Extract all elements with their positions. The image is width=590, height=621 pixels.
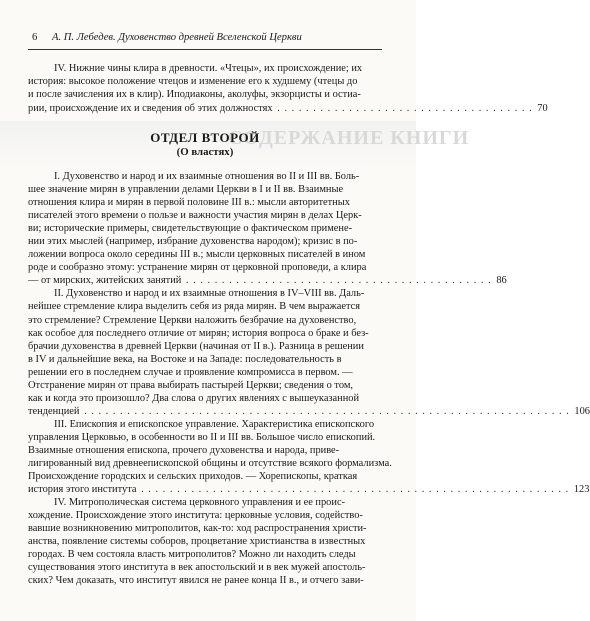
toc-line: отношения клира и мирян в первой половине III в.: мысли авторитетных — [28, 197, 350, 209]
toc-line: решении его в последнем случае и проявление компромисса в первом. — — [28, 366, 353, 378]
toc-line: это стремление? Стремление Церкви наложить безбрачие на духовенство, — [28, 314, 357, 326]
dot-leader: . . . . . . . . . . . . . . . . . . . . . . . . . . . . . . . . . . . . — [277, 102, 533, 114]
page-number: 6 — [32, 32, 38, 43]
toc-line: I. Духовенство и народ и их взаимные отношения во II и III вв. Боль- — [54, 171, 360, 182]
running-header — [30, 30, 382, 50]
toc-line: брачии духовенства в древней Церкви (начиная от II в.). Разница в решении — [28, 340, 364, 352]
toc-line: IV. Нижние чины клира в древности. «Чтецы», их происхождение; их — [54, 63, 363, 74]
toc-line: шее значение мирян в управлении делами Церкви в I и II вв. Взаимные — [28, 184, 344, 196]
watermark-text: СОДЕРЖАНИЕ КНИГИ — [228, 127, 470, 149]
toc-line: нии этих мыслей (например, избрание духовенства народом); кризис в по- — [28, 236, 358, 248]
toc-line: вавшие возникновению митрополитов, как-то: ход распространения христи- — [28, 523, 367, 535]
toc-line: ложении вопроса около середины III в.; мысли церковных писателей в ином — [28, 249, 366, 261]
toc-body — [28, 170, 590, 588]
toc-line: IV. Митрополическая система церковного управления и ее проис- — [54, 497, 346, 509]
toc-line: ви; исторические примеры, свидетельствующие о фактическом примене- — [28, 223, 353, 235]
header-rule — [28, 49, 382, 50]
toc-line-with-page — [28, 405, 590, 418]
toc-line: в IV и дальнейшие века, на Востоке и на Западе: последовательность в — [28, 353, 342, 365]
toc-line: — от мирских, житейских занятий — [28, 275, 182, 287]
toc-line: анства, появление системы соборов, процветание христианства в известных — [28, 536, 366, 548]
toc-line: тенденцией — [28, 405, 80, 417]
toc-line: управления Церковью, в особенности во II и III вв. Большое число епископий. — [28, 431, 376, 443]
toc-line-with-page — [28, 102, 548, 115]
toc-line: как и когда это произошло? Два слова о других явлениях с вышеуказанной — [28, 392, 360, 404]
dot-leader: . . . . . . . . . . . . . . . . . . . . . . . . . . . . . . . . . . . . . . . . . . . . . . . . . . . . . . . . . . . . . . . . . . . . — [84, 405, 570, 417]
toc-page-number: 86 — [496, 275, 507, 287]
toc-line: Взаимные отношения епископа, прочего духовенства и народа, приве- — [28, 444, 340, 456]
toc-line: II. Духовенство и народ и их взаимные отношения в IV–VIII вв. Даль- — [54, 288, 365, 300]
toc-line: существования этого института в век апостольский и в век мужей апостоль- — [28, 562, 366, 574]
toc-page-number: 70 — [537, 102, 548, 114]
running-title: А. П. Лебедев. Духовенство древней Вселенской Церкви — [52, 32, 302, 43]
toc-line: хождение. Происхождение этого института: церковные условия, содейство- — [28, 510, 363, 522]
toc-page-number: 106 — [574, 405, 590, 417]
section-title: ОТДЕЛ ВТОРОЙ — [150, 130, 260, 145]
toc-line: писателей этого времени о пользе и важности участия мирян в делах Церк- — [28, 210, 362, 222]
toc-line: Отстранение мирян от права выбирать пастырей Церкви; сведения о том, — [28, 379, 354, 391]
toc-line: как особое для последнего отличие от мирян; история вопроса о браке и без- — [28, 327, 369, 339]
dot-leader: . . . . . . . . . . . . . . . . . . . . . . . . . . . . . . . . . . . . . . . . . . . — [185, 275, 492, 287]
toc-line-with-page — [28, 483, 590, 496]
toc-line: нейшее стремление клира выделить себя из ряда мирян. В чем выражается — [28, 301, 361, 313]
toc-line: история: высокое положение чтецов и изменение его к худшему (чтецы до — [28, 76, 358, 88]
toc-line: и после зачисления их в клир). Иподиаконы, аколуфы, экзорцисты и остиа- — [28, 89, 361, 101]
section-subtitle: (О властях) — [176, 146, 234, 158]
toc-line: лигированный вид древнеепископской общины и отсутствие всякого формализма. — [28, 458, 392, 470]
toc-line: городах. В чем состояла власть митрополитов? Можно ли находить следы — [28, 549, 356, 561]
toc-line: рии, происхождение их и сведения об этих должностях — [28, 102, 273, 114]
dot-leader: . . . . . . . . . . . . . . . . . . . . . . . . . . . . . . . . . . . . . . . . . . . . . . . . . . . . . . . . . . . . — [141, 484, 570, 496]
toc-line: III. Епископия и епископское управление. Характеристика епископского — [54, 418, 375, 430]
toc-line: роде и сообразно этому: устранение мирян от церковной проповеди, а клира — [28, 262, 367, 274]
toc-line: история этого института — [28, 484, 137, 496]
toc-page-number: 123 — [573, 484, 590, 496]
toc-line-with-page — [28, 274, 507, 287]
toc-line: Происхождение городских и сельских приходов. — Хорепископы, краткая — [28, 471, 358, 483]
toc-entry-lower-clergy — [28, 62, 548, 115]
toc-line: ских? Чем доказать, что институт явился не ранее конца II в., и отчего зави- — [28, 575, 364, 587]
